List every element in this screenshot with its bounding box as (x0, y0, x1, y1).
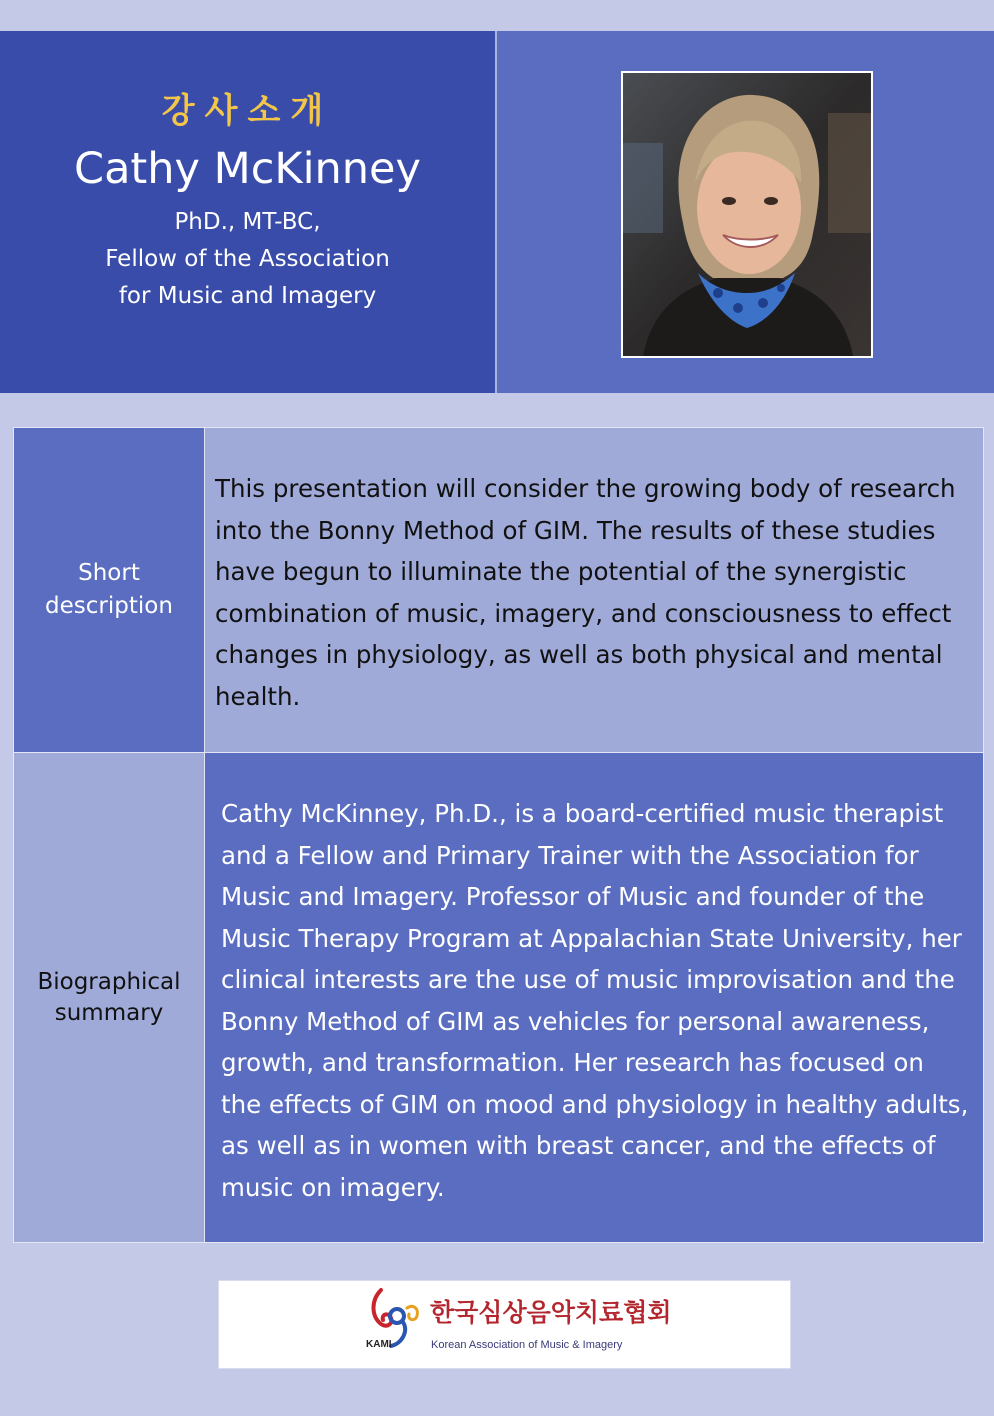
label-line: description (45, 593, 173, 619)
speaker-header (0, 31, 994, 393)
credential-line: for Music and Imagery (118, 283, 377, 309)
speaker-name: Cathy McKinney (74, 144, 421, 194)
credential-line: Fellow of the Association (105, 246, 390, 272)
logo-english-name: Korean Association of Music & Imagery (431, 1339, 623, 1351)
credential-line: PhD., MT-BC, (174, 209, 321, 235)
table-row-short-description (14, 428, 983, 752)
speaker-photo (621, 71, 873, 358)
speaker-info-table (13, 427, 984, 1243)
logo-abbreviation: KAMI (366, 1339, 392, 1350)
biographical-summary-label (14, 753, 205, 1242)
organization-logo (218, 1280, 791, 1369)
speaker-info-panel (0, 31, 497, 393)
label-line: Biographical (37, 968, 181, 995)
portrait-illustration (623, 73, 871, 356)
label-line: summary (54, 999, 164, 1026)
photo-panel (497, 31, 994, 393)
short-description-text: This presentation will consider the growing body of research into the Bonny Method of GIM. The results of these studies have begun to illuminate the potential of the synergistic combination of music, imagery, and consciousness to effect changes in physiology, as well as both physical and mental health. (205, 428, 983, 752)
label-line: Short (78, 560, 140, 586)
table-row-biographical-summary (14, 752, 983, 1242)
section-title: 강사소개 (161, 91, 334, 131)
biographical-summary-text: Cathy McKinney, Ph.D., is a board-certified music therapist and a Fellow and Primary Trainer with the Association for Music and Imagery. Professor of Music and founder of the Music Therapy Program at Appalachian State University, her clinical interests are the use of music improvisation and the Bonny Method of GIM as vehicles for personal awareness, growth, and transformation. Her research has focused on the effects of GIM on mood and physiology in healthy adults, as well as in women with breast cancer, and the effects of music on imagery. (205, 753, 983, 1242)
short-description-label (14, 428, 205, 752)
logo-korean-name: 한국심상음악치료협회 (430, 1298, 672, 1327)
